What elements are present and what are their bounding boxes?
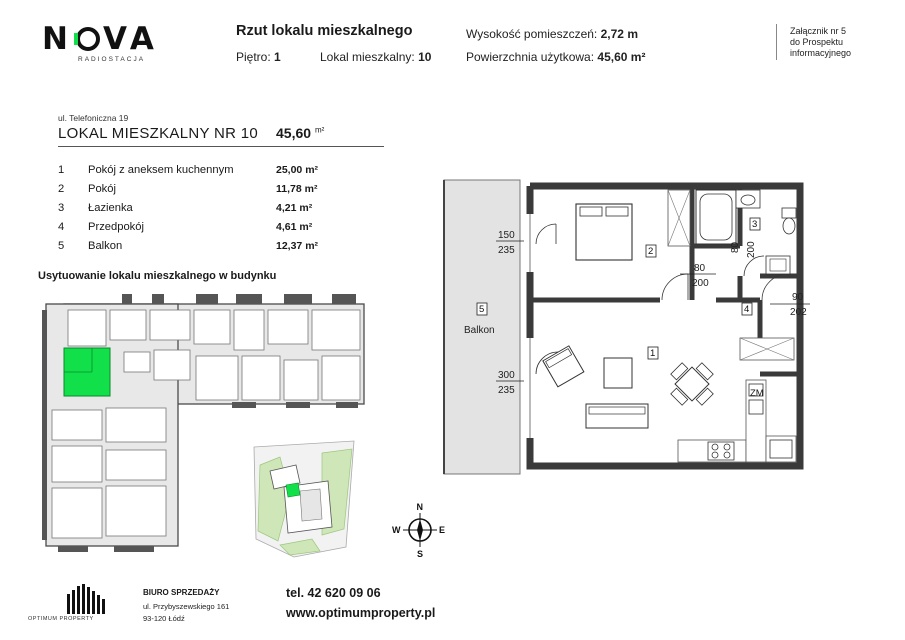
room-number: 5 (58, 239, 65, 252)
dim-door-room2-height: 200 (692, 278, 709, 289)
title-divider (58, 146, 384, 147)
room-name: Przedpokój (88, 220, 144, 233)
logo-subtitle: RADIOSTACJA (78, 56, 146, 63)
sales-office-city: 93-120 Łódź (143, 614, 185, 623)
compass-north: N (416, 502, 423, 512)
room-row (58, 217, 348, 236)
logo-letters-va: VA (102, 21, 159, 57)
unit-number-value: 10 (418, 50, 432, 64)
sales-office-street: ul. Przybyszewskiego 161 (143, 602, 230, 611)
room-number-2: 2 (648, 246, 654, 257)
attachment-note (790, 26, 851, 59)
logo-letter-n: N (42, 21, 73, 57)
dim-door-bath-height: 200 (746, 241, 757, 258)
attachment-note-line: informacyjnego (790, 48, 852, 58)
balcony-label: Balkon (464, 325, 495, 336)
room-name: Pokój (88, 182, 116, 195)
page-title: Rzut lokalu mieszkalnego (236, 23, 413, 39)
dim-window-room2-height: 235 (498, 245, 515, 256)
header-divider (776, 24, 777, 60)
unit-area-value: 45,60 (276, 125, 312, 141)
dim-door-room2-width: 80 (694, 263, 706, 274)
appliance-label: ZM (750, 388, 764, 399)
compass-rose (392, 500, 452, 560)
room-number-4: 4 (744, 304, 750, 315)
phone-number[interactable]: tel. 42 620 09 06 (286, 586, 381, 600)
location-title: Usytuowanie lokalu mieszkalnego w budynku (38, 270, 277, 282)
floor-label: Piętro: (236, 50, 271, 64)
room-name: Łazienka (88, 201, 133, 214)
toilet-icon (782, 208, 796, 218)
room-height-value: 2,72 m (600, 27, 638, 41)
dim-window-room1-width: 300 (498, 370, 515, 381)
sales-office-title: BIURO SPRZEDAŻY (143, 588, 220, 597)
usable-area-label: Powierzchnia użytkowa: (466, 50, 595, 64)
attachment-note-line: Załącznik nr 5 (790, 26, 847, 36)
room-name: Balkon (88, 239, 123, 252)
room-height-info (466, 27, 638, 41)
dim-door-bath-width: 80 (730, 241, 741, 253)
dim-entry-door-height: 202 (790, 307, 807, 318)
website-link[interactable]: www.optimumproperty.pl (286, 606, 436, 620)
room-number: 2 (58, 182, 65, 195)
room-area: 4,21 m² (276, 201, 313, 214)
unit-area-unit: m² (314, 125, 325, 135)
room-number: 4 (58, 220, 65, 233)
compass-east: E (439, 525, 446, 535)
attachment-note-line: do Prospektu (790, 37, 844, 47)
dim-window-room1-height: 235 (498, 385, 515, 396)
dim-window-room2-width: 150 (498, 230, 515, 241)
armchair-icon (543, 346, 584, 387)
room-area: 12,37 m² (276, 239, 319, 252)
compass-west: W (392, 525, 401, 535)
dim-entry-door-width: 90 (792, 292, 804, 303)
coffee-table-icon (604, 358, 632, 388)
nova-logo (42, 21, 159, 63)
room-row (58, 198, 348, 217)
floor-value: 1 (274, 50, 281, 64)
unit-number-info (320, 50, 431, 64)
optimum-property-logo-text: OPTIMUM PROPERTY (28, 616, 94, 622)
logo-o-icon (76, 27, 100, 51)
room-row (58, 179, 348, 198)
dining-table-icon (661, 353, 723, 415)
room-number-1: 1 (650, 348, 656, 359)
room-name: Pokój z aneksem kuchennym (88, 163, 234, 176)
room-number-5: 5 (479, 304, 485, 315)
street-address: ul. Telefoniczna 19 (58, 113, 129, 123)
compass-south: S (417, 549, 424, 559)
room-number: 3 (58, 201, 65, 214)
room-list (58, 160, 348, 255)
room-area: 11,78 m² (276, 182, 318, 195)
room-area: 25,00 m² (276, 163, 319, 176)
logo-wordmark (42, 21, 159, 57)
room-number: 1 (58, 163, 65, 176)
floor-info (236, 50, 281, 64)
usable-area-info (466, 50, 645, 64)
site-plan (240, 435, 360, 560)
room-area: 4,61 m² (276, 220, 313, 233)
apartment-floor-plan (440, 176, 810, 476)
room-row (58, 236, 348, 255)
unit-title: LOKAL MIESZKALNY NR 10 (58, 125, 259, 142)
room-height-label: Wysokość pomieszczeń: (466, 27, 598, 41)
room-number-3: 3 (752, 219, 758, 230)
unit-number-label: Lokal mieszkalny: (320, 50, 415, 64)
optimum-property-logo-icon (48, 584, 124, 614)
room-row (58, 160, 348, 179)
unit-total-area (276, 125, 324, 141)
usable-area-value: 45,60 m² (597, 50, 646, 64)
